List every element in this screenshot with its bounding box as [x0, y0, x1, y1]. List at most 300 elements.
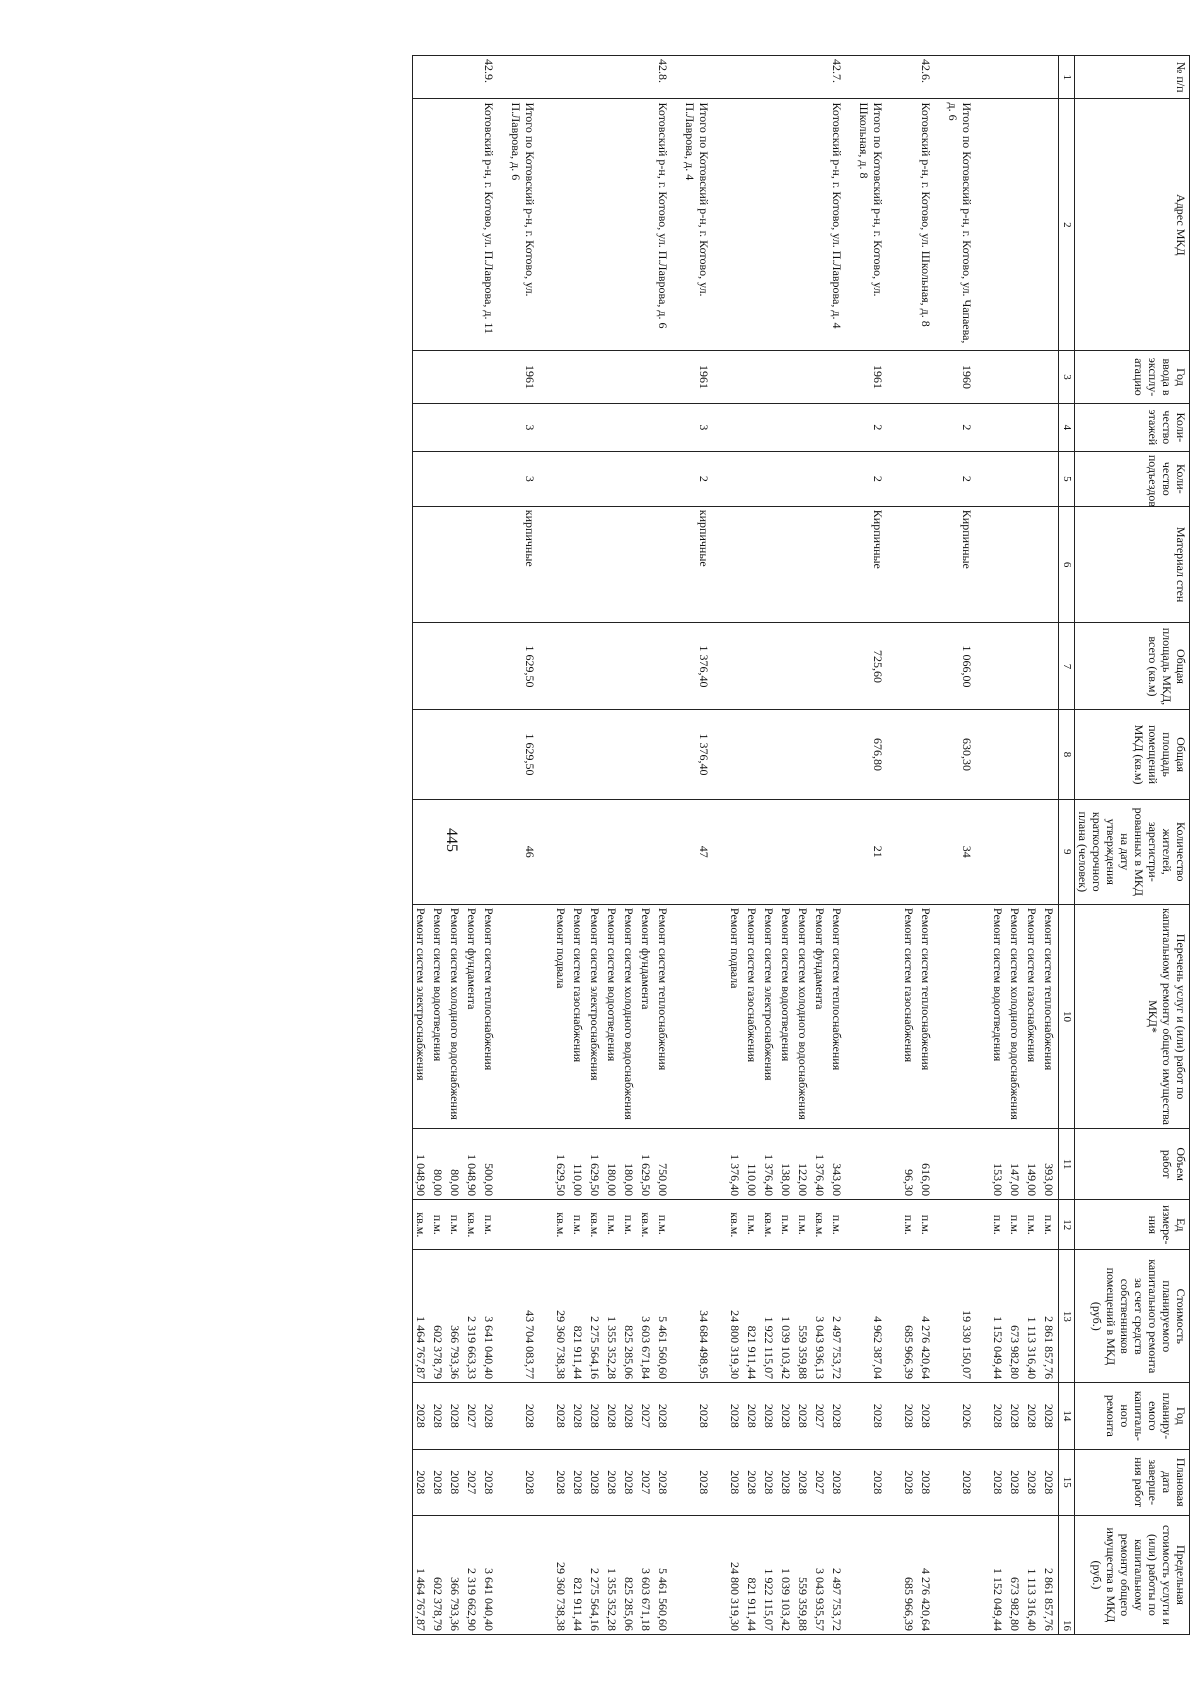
table-cell: 2028: [655, 1383, 682, 1449]
table-cell: 616,00: [918, 1129, 945, 1200]
table-cell: Ремонт систем водоотведения: [990, 904, 1007, 1128]
table-cell: 2028: [430, 1383, 447, 1449]
table-cell: Ремонт систем теплоснабжения: [829, 904, 856, 1128]
table-cell: [464, 451, 481, 506]
table-cell: [812, 623, 829, 710]
table-cell: 2028: [901, 1449, 918, 1515]
table-cell: 1 048,90: [464, 1129, 481, 1200]
table-cell: [570, 623, 587, 710]
table-cell: 725,60: [856, 623, 901, 710]
table-cell: Ремонт систем электроснабжения: [587, 904, 604, 1128]
table-cell: 2 275 564,16: [587, 1250, 604, 1383]
column-number-cell: 14: [1059, 1383, 1075, 1449]
table-cell: 4 276 420,64: [918, 1515, 945, 1634]
table-cell: [570, 403, 587, 451]
table-cell: [761, 623, 778, 710]
table-cell: 1 376,40: [812, 1129, 829, 1200]
table-cell: [464, 506, 481, 623]
table-cell: [638, 799, 655, 904]
table-cell: [901, 99, 918, 351]
table-row: [727, 56, 744, 1635]
column-number-cell: 2: [1059, 99, 1075, 351]
table-cell: [447, 403, 464, 451]
table-cell: 2028: [918, 1383, 945, 1449]
table-cell: 2028: [945, 1449, 990, 1515]
column-number-cell: 8: [1059, 710, 1075, 799]
table-row: [1024, 56, 1041, 1635]
table-cell: [1041, 710, 1059, 799]
table-cell: [1041, 56, 1059, 99]
table-cell: [727, 99, 744, 351]
table-cell: 153,00: [990, 1129, 1007, 1200]
header-cell: Материал стен: [1075, 506, 1190, 623]
table-cell: Кирпичные: [945, 506, 990, 623]
table-cell: 1 152 049,44: [990, 1250, 1007, 1383]
table-cell: Итого по Котовский р-н, г. Котово, ул. П.Лаврова, д. 4: [682, 99, 727, 351]
table-cell: 2028: [604, 1449, 621, 1515]
table-cell: 42.6.: [918, 56, 945, 99]
table-cell: [795, 710, 812, 799]
table-cell: [945, 1129, 990, 1200]
table-cell: [778, 56, 795, 99]
table-row: [795, 56, 812, 1635]
table-cell: Ремонт систем теплоснабжения: [918, 904, 945, 1128]
table-row: [621, 56, 638, 1635]
table-cell: 29 360 738,38: [553, 1515, 570, 1634]
table-row: [655, 56, 682, 1635]
table-cell: [604, 451, 621, 506]
table-cell: 1961: [508, 351, 553, 404]
table-cell: [655, 623, 682, 710]
table-cell: [1041, 799, 1059, 904]
table-row: [481, 56, 508, 1635]
table-cell: [795, 451, 812, 506]
table-cell: 2028: [761, 1383, 778, 1449]
table-cell: [621, 99, 638, 351]
table-cell: 366 793,36: [447, 1515, 464, 1634]
table-cell: Ремонт систем теплоснабжения: [1041, 904, 1059, 1128]
table-cell: [447, 99, 464, 351]
table-cell: кирпичные: [508, 506, 553, 623]
table-cell: [413, 403, 431, 451]
table-cell: Ремонт подвала: [553, 904, 570, 1128]
table-cell: [481, 351, 508, 404]
table-cell: 825 285,06: [621, 1250, 638, 1383]
table-cell: кв.м.: [812, 1200, 829, 1250]
column-number-cell: 7: [1059, 623, 1075, 710]
table-cell: [744, 799, 761, 904]
table-cell: [761, 351, 778, 404]
table-cell: 29 360 738,38: [553, 1250, 570, 1383]
table-cell: 2028: [829, 1449, 856, 1515]
table-cell: [829, 403, 856, 451]
table-cell: 1 922 115,07: [761, 1515, 778, 1634]
column-number-cell: 3: [1059, 351, 1075, 404]
table-cell: 80,00: [430, 1129, 447, 1200]
table-cell: [553, 56, 570, 99]
table-cell: 2028: [1007, 1449, 1024, 1515]
table-cell: Ремонт систем электроснабжения: [761, 904, 778, 1128]
table-cell: [447, 56, 464, 99]
table-cell: [447, 451, 464, 506]
column-number-cell: 13: [1059, 1250, 1075, 1383]
column-number-cell: 10: [1059, 904, 1075, 1128]
table-cell: 685 966,39: [901, 1250, 918, 1383]
table-cell: [430, 451, 447, 506]
table-cell: [413, 799, 431, 904]
table-cell: 1 066,00: [945, 623, 990, 710]
column-number-cell: 16: [1059, 1515, 1075, 1634]
table-cell: 2 861 857,76: [1041, 1515, 1059, 1634]
header-cell: Стоимость планируемого капитального ремонта за счет средств собственников помещений в МКД (руб.): [1075, 1250, 1190, 1383]
table-cell: п.м.: [447, 1200, 464, 1250]
table-cell: 1 629,50: [553, 1129, 570, 1200]
table-cell: 1 039 103,42: [778, 1250, 795, 1383]
table-cell: Котовский р-н, г. Котово, ул. Школьная, д. 8: [918, 99, 945, 351]
table-cell: 393,00: [1041, 1129, 1059, 1200]
table-row: [447, 56, 464, 1635]
table-cell: 2028: [413, 1383, 431, 1449]
table-cell: [795, 351, 812, 404]
table-cell: [1041, 403, 1059, 451]
table-cell: [570, 351, 587, 404]
table-cell: п.м.: [901, 1200, 918, 1250]
table-row: [413, 56, 431, 1635]
table-cell: [1007, 799, 1024, 904]
table-cell: [1024, 56, 1041, 99]
table-cell: [829, 799, 856, 904]
table-cell: [508, 1200, 553, 1250]
table-cell: [464, 351, 481, 404]
table-cell: 24 800 319,30: [727, 1250, 744, 1383]
table-cell: [1007, 403, 1024, 451]
table-cell: кв.м.: [638, 1200, 655, 1250]
table-cell: Ремонт подвала: [727, 904, 744, 1128]
table-cell: [655, 351, 682, 404]
table-cell: 1960: [945, 351, 990, 404]
column-number-cell: 12: [1059, 1200, 1075, 1250]
table-cell: [918, 623, 945, 710]
table-cell: 3 641 040,40: [481, 1250, 508, 1383]
table-cell: [795, 56, 812, 99]
table-cell: Ремонт систем теплоснабжения: [655, 904, 682, 1128]
header-cell: Год ввода в эксплу-атацию: [1075, 351, 1190, 404]
table-cell: [1024, 351, 1041, 404]
table-cell: [570, 99, 587, 351]
table-cell: [464, 403, 481, 451]
table-cell: 42.8.: [655, 56, 682, 99]
table-cell: п.м.: [570, 1200, 587, 1250]
table-row: [761, 56, 778, 1635]
table-cell: 2028: [901, 1383, 918, 1449]
table-cell: Ремонт систем электроснабжения: [413, 904, 431, 1128]
table-cell: [655, 710, 682, 799]
table-row: [553, 56, 570, 1635]
table-cell: 602 378,79: [430, 1515, 447, 1634]
table-cell: 2028: [778, 1449, 795, 1515]
table-cell: [553, 351, 570, 404]
table-cell: [481, 506, 508, 623]
table-cell: [727, 451, 744, 506]
table-cell: [570, 799, 587, 904]
table-cell: 1 464 767,87: [413, 1250, 431, 1383]
table-cell: [413, 451, 431, 506]
table-cell: 2028: [1041, 1383, 1059, 1449]
table-cell: [570, 56, 587, 99]
table-cell: [778, 710, 795, 799]
table-header: [1059, 56, 1190, 1635]
table-cell: 1 152 049,44: [990, 1515, 1007, 1634]
header-cell: Перечень услуг и (или) работ по капитальному ремонту общего имущества МКД*: [1075, 904, 1190, 1128]
repair-plan-table: [412, 55, 1190, 1635]
table-cell: [812, 56, 829, 99]
table-cell: [682, 1200, 727, 1250]
table-cell: [778, 99, 795, 351]
table-cell: п.м.: [795, 1200, 812, 1250]
table-cell: [744, 710, 761, 799]
table-cell: [990, 99, 1007, 351]
table-row: [829, 56, 856, 1635]
table-cell: 3: [508, 403, 553, 451]
table-cell: [901, 799, 918, 904]
table-cell: 2 861 857,76: [1041, 1250, 1059, 1383]
table-cell: [1041, 99, 1059, 351]
table-cell: 2028: [621, 1383, 638, 1449]
table-cell: [430, 351, 447, 404]
table-cell: 138,00: [778, 1129, 795, 1200]
table-cell: [829, 623, 856, 710]
table-cell: [1007, 451, 1024, 506]
table-cell: 3 043 936,13: [812, 1250, 829, 1383]
table-cell: 2027: [464, 1449, 481, 1515]
table-cell: [604, 56, 621, 99]
table-cell: [587, 799, 604, 904]
table-cell: [812, 506, 829, 623]
table-cell: [464, 56, 481, 99]
table-cell: 821 911,44: [570, 1250, 587, 1383]
table-cell: [856, 904, 901, 1128]
table-cell: 2028: [604, 1383, 621, 1449]
table-cell: 2027: [812, 1383, 829, 1449]
table-cell: 2028: [778, 1383, 795, 1449]
table-cell: 2028: [1024, 1449, 1041, 1515]
table-cell: [1007, 351, 1024, 404]
table-cell: 1 629,50: [638, 1129, 655, 1200]
table-cell: п.м.: [604, 1200, 621, 1250]
table-cell: [508, 56, 553, 99]
table-cell: [447, 799, 464, 904]
table-cell: [413, 623, 431, 710]
table-cell: 1 376,40: [727, 1129, 744, 1200]
header-cell: Коли-чество этажей: [1075, 403, 1190, 451]
table-cell: [570, 506, 587, 623]
table-cell: 2028: [856, 1449, 901, 1515]
table-cell: 821 911,44: [570, 1515, 587, 1634]
table-cell: п.м.: [778, 1200, 795, 1250]
table-cell: кв.м.: [413, 1200, 431, 1250]
table-cell: 821 911,44: [744, 1250, 761, 1383]
table-cell: кирпичные: [682, 506, 727, 623]
table-row: [744, 56, 761, 1635]
table-cell: 24 800 319,30: [727, 1515, 744, 1634]
table-cell: 1 376,40: [682, 623, 727, 710]
table-cell: [778, 351, 795, 404]
table-cell: 2028: [508, 1449, 553, 1515]
table-cell: [587, 623, 604, 710]
table-cell: [727, 56, 744, 99]
total-row: [945, 56, 990, 1635]
table-cell: [795, 623, 812, 710]
table-cell: [1024, 99, 1041, 351]
table-cell: 2028: [447, 1383, 464, 1449]
table-cell: 500,00: [481, 1129, 508, 1200]
table-cell: [761, 506, 778, 623]
table-cell: 3 043 935,57: [812, 1515, 829, 1634]
table-cell: 1 355 352,28: [604, 1250, 621, 1383]
table-cell: [744, 403, 761, 451]
table-cell: [901, 710, 918, 799]
column-number-row: [1059, 56, 1075, 1635]
table-cell: [638, 403, 655, 451]
header-cell: Плановая дата заверше-ния работ: [1075, 1449, 1190, 1515]
table-cell: 1 464 767,87: [413, 1515, 431, 1634]
table-cell: [812, 799, 829, 904]
table-cell: 3: [682, 403, 727, 451]
table-cell: Ремонт систем холодного водоснабжения: [621, 904, 638, 1128]
table-cell: п.м.: [918, 1200, 945, 1250]
table-cell: [430, 56, 447, 99]
table-cell: [727, 710, 744, 799]
table-cell: п.м.: [744, 1200, 761, 1250]
table-cell: [1024, 506, 1041, 623]
table-cell: 1 629,50: [587, 1129, 604, 1200]
table-cell: [795, 99, 812, 351]
table-cell: [812, 403, 829, 451]
table-row: [918, 56, 945, 1635]
table-cell: [761, 56, 778, 99]
table-cell: [621, 403, 638, 451]
table-cell: [1024, 799, 1041, 904]
table-row: [430, 56, 447, 1635]
table-cell: [447, 623, 464, 710]
table-cell: [795, 506, 812, 623]
table-cell: 2028: [829, 1383, 856, 1449]
header-cell: Объем работ: [1075, 1129, 1190, 1200]
table-cell: 2028: [570, 1383, 587, 1449]
table-cell: [901, 403, 918, 451]
table-cell: 2028: [1024, 1383, 1041, 1449]
table-cell: 750,00: [655, 1129, 682, 1200]
table-cell: [621, 623, 638, 710]
table-row: [1041, 56, 1059, 1635]
table-cell: 180,00: [621, 1129, 638, 1200]
table-cell: [638, 623, 655, 710]
table-row: [901, 56, 918, 1635]
table-cell: [638, 506, 655, 623]
table-cell: [901, 506, 918, 623]
table-cell: [413, 56, 431, 99]
table-cell: [761, 451, 778, 506]
table-cell: п.м.: [990, 1200, 1007, 1250]
column-number-cell: 11: [1059, 1129, 1075, 1200]
table-cell: 3 603 671,84: [638, 1250, 655, 1383]
table-cell: 2028: [587, 1383, 604, 1449]
table-cell: [812, 451, 829, 506]
table-cell: [481, 623, 508, 710]
table-cell: 34: [945, 799, 990, 904]
table-cell: [778, 506, 795, 623]
table-cell: [682, 904, 727, 1128]
table-cell: [1024, 403, 1041, 451]
table-cell: [918, 403, 945, 451]
table-cell: п.м.: [1024, 1200, 1041, 1250]
table-cell: [856, 1515, 901, 1634]
table-cell: [990, 623, 1007, 710]
table-cell: 2027: [638, 1383, 655, 1449]
table-cell: [990, 710, 1007, 799]
table-cell: 2028: [1007, 1383, 1024, 1449]
header-cell: Общая площадь МКД, всего (кв.м): [1075, 623, 1190, 710]
table-cell: Итого по Котовский р-н, г. Котово, ул. Школьная, д. 8: [856, 99, 901, 351]
table-row: [778, 56, 795, 1635]
table-cell: [744, 99, 761, 351]
header-cell: Количество жителей, зарегистри-рованных в МКД на дату утверждения краткосрочного плана (человек): [1075, 799, 1190, 904]
table-cell: 2028: [918, 1449, 945, 1515]
table-cell: 2028: [856, 1383, 901, 1449]
table-cell: [812, 710, 829, 799]
table-cell: [856, 1200, 901, 1250]
table-cell: [621, 451, 638, 506]
table-cell: [1041, 451, 1059, 506]
table-cell: 42.7.: [829, 56, 856, 99]
table-cell: Ремонт систем газоснабжения: [1024, 904, 1041, 1128]
table-row: [812, 56, 829, 1635]
table-cell: [761, 799, 778, 904]
table-cell: [638, 351, 655, 404]
table-row: [604, 56, 621, 1635]
table-cell: 673 982,80: [1007, 1515, 1024, 1634]
table-cell: 1 039 103,42: [778, 1515, 795, 1634]
table-cell: [655, 403, 682, 451]
table-cell: [795, 403, 812, 451]
table-cell: [655, 799, 682, 904]
table-cell: [447, 710, 464, 799]
table-cell: 1 355 352,28: [604, 1515, 621, 1634]
table-cell: 80,00: [447, 1129, 464, 1200]
table-cell: [604, 623, 621, 710]
table-body: [413, 56, 1059, 1635]
total-row: [856, 56, 901, 1635]
table-cell: [918, 451, 945, 506]
table-cell: 1961: [682, 351, 727, 404]
table-cell: п.м.: [1007, 1200, 1024, 1250]
table-cell: 2028: [990, 1383, 1007, 1449]
table-cell: 2028: [655, 1449, 682, 1515]
table-cell: [430, 403, 447, 451]
table-cell: [682, 1515, 727, 1634]
table-cell: [901, 451, 918, 506]
table-cell: Кирпичные: [856, 506, 901, 623]
table-cell: [413, 99, 431, 351]
table-cell: [829, 351, 856, 404]
table-row: [464, 56, 481, 1635]
table-cell: п.м.: [1041, 1200, 1059, 1250]
table-cell: 2028: [481, 1449, 508, 1515]
table-cell: [621, 351, 638, 404]
table-cell: 559 359,88: [795, 1515, 812, 1634]
table-cell: [945, 904, 990, 1128]
rotated-page: [50, 55, 1190, 1635]
